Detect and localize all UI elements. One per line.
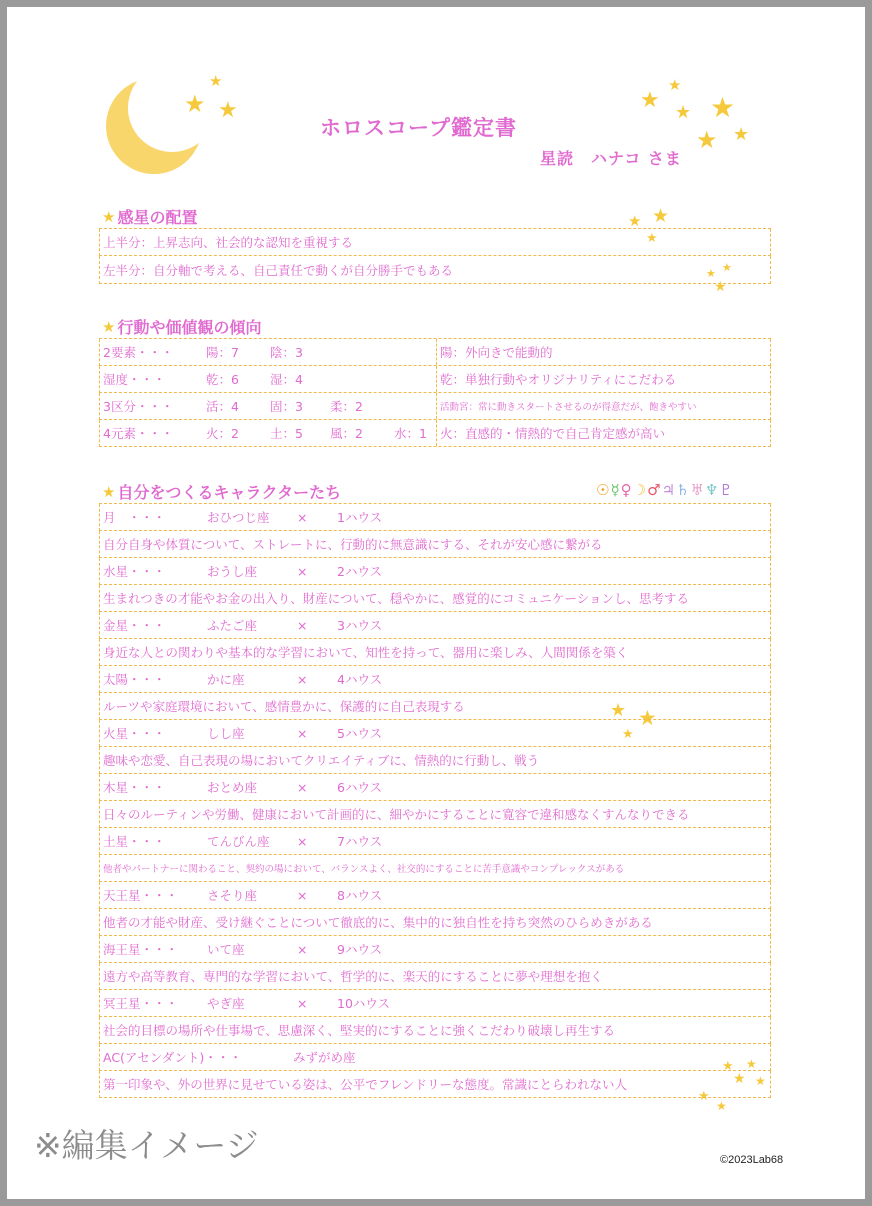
- description-text: 自分自身や体質について、ストレートに、行動的に無意識にする、それが安心感に繋がる: [103, 537, 603, 552]
- cross-mark: ×: [297, 510, 308, 525]
- planet-symbol-icon: ♅: [690, 481, 705, 499]
- row-text: 上半分：上昇志向、社会的な認知を重視する: [103, 235, 354, 250]
- house-name: 2ハウス: [337, 564, 383, 579]
- value: 活：4: [206, 399, 239, 414]
- value: 陰：3: [270, 345, 303, 360]
- star-icon: ★: [710, 91, 736, 124]
- star-icon: ★: [696, 126, 718, 154]
- character-line: [100, 886, 382, 904]
- star-icon: ★: [610, 700, 627, 721]
- planet-symbols: [596, 481, 734, 499]
- planet-name: 天王星・・・: [103, 888, 179, 903]
- star-icon: ★: [722, 1059, 734, 1074]
- client-name: 星読 ハナコ さま: [540, 149, 682, 168]
- character-row-description: [99, 801, 771, 828]
- star-icon: ★: [640, 88, 660, 113]
- planet-name: 木星・・・: [103, 780, 166, 795]
- character-row-description: [99, 909, 771, 936]
- character-row-description: [99, 531, 771, 558]
- character-line: [100, 1048, 356, 1066]
- star-icon: ★: [733, 1071, 746, 1087]
- planet-name: AC(アセンダント)・・・: [103, 1050, 242, 1065]
- planet-name: 金星・・・: [103, 618, 166, 633]
- value: 土：5: [270, 426, 303, 441]
- planet-name: 冥王星・・・: [103, 996, 179, 1011]
- character-row-header: [99, 558, 771, 585]
- description-text: 日々のルーティンや労働、健康において計画的に、細やかにすることに寛容で違和感なくすんなりできる: [103, 807, 690, 822]
- star-icon: ★: [102, 482, 116, 501]
- section-heading-characters: [102, 480, 341, 503]
- character-line: [100, 670, 382, 688]
- star-icon: ★: [668, 76, 682, 94]
- character-line: [100, 562, 382, 580]
- house-name: 8ハウス: [337, 888, 383, 903]
- planet-symbol-icon: ♂: [647, 481, 662, 499]
- sign-name: やぎ座: [207, 996, 245, 1011]
- planet-symbol-icon: ♃: [661, 481, 677, 499]
- planet-placement-box: [99, 228, 771, 284]
- row-text: 左半分：自分軸で考える、自己責任で動くが自分勝手でもある: [103, 262, 454, 278]
- character-row-description: [99, 585, 771, 612]
- character-row-header: [99, 1044, 771, 1074]
- description-text: 第一印象や、外の世界に見せている姿は、公平でフレンドリーな態度。常識にとらわれない人: [103, 1077, 627, 1092]
- character-table: [99, 503, 771, 1098]
- planet-name: 月 ・・・: [103, 510, 166, 525]
- value: 陽：7: [206, 345, 239, 360]
- description-text: 遠方や高等教育、専門的な学習において、哲学的に、楽天的にすることに夢や理想を抱く: [103, 969, 603, 984]
- description-text: 他者やパートナーに関わること、契約の場において、バランスよく、社交的にすることに苦手意識やコンプレックスがある: [103, 864, 625, 875]
- value: 柔：2: [330, 399, 363, 414]
- document-title: ホロスコープ鑑定書: [320, 115, 517, 140]
- star-icon: ★: [646, 231, 658, 246]
- star-icon: ★: [746, 1057, 757, 1071]
- character-row-description: [99, 855, 771, 882]
- section-heading-tendencies: [102, 315, 261, 338]
- star-icon: ★: [102, 317, 116, 336]
- copyright-text: ©2023Lab68: [720, 1154, 784, 1166]
- value: 固：3: [270, 399, 303, 414]
- planet-symbol-icon: ♄: [676, 481, 691, 499]
- planet-name: 水星・・・: [103, 564, 166, 579]
- description-text: 他者の才能や財産、受け継ぐことについて徹底的に、集中的に独自性を持ち突然のひらめきがある: [103, 915, 653, 930]
- star-icon: ★: [722, 261, 732, 274]
- table-cell: [100, 393, 437, 419]
- character-line: [100, 616, 382, 634]
- row-label: 湿度・・・: [103, 372, 166, 387]
- table-cell: 火：直感的・情熱的で自己肯定感が高い: [440, 426, 666, 441]
- planet-symbol-icon: ☿: [610, 481, 621, 499]
- house-name: 1ハウス: [337, 510, 383, 525]
- star-icon: ★: [733, 124, 750, 145]
- character-row-header: [99, 774, 771, 801]
- sign-name: おとめ座: [207, 780, 258, 795]
- description-text: 趣味や恋愛、自己表現の場においてクリエイティブに、情熱的に行動し、戦う: [103, 753, 540, 768]
- table-row: [99, 393, 771, 420]
- star-icon: ★: [652, 205, 670, 227]
- star-icon: ★: [698, 1089, 710, 1104]
- character-row-header: [99, 720, 771, 747]
- description-text: 生まれつきの才能やお金の出入り、財産について、穏やかに、感覚的にコミュニケーションし、思考する: [103, 591, 690, 606]
- sign-name: てんびん座: [207, 834, 270, 849]
- sign-name: かに座: [207, 672, 245, 687]
- star-icon: ★: [622, 727, 634, 742]
- planet-name: 太陽・・・: [103, 672, 166, 687]
- character-row-header: [99, 828, 771, 855]
- star-icon: ★: [638, 706, 657, 730]
- house-name: みずがめ座: [293, 1050, 356, 1065]
- cross-mark: ×: [297, 672, 308, 687]
- star-icon: ★: [209, 72, 223, 90]
- star-icon: ★: [714, 279, 727, 295]
- star-icon: ★: [706, 267, 716, 280]
- sign-name: いて座: [207, 942, 245, 957]
- star-icon: ★: [716, 1099, 727, 1113]
- star-icon: ★: [755, 1074, 766, 1088]
- row-label: 3区分・・・: [103, 399, 174, 414]
- description-text: ルーツや家庭環境において、感情豊かに、保護的に自己表現する: [103, 699, 465, 714]
- tendency-table: [99, 338, 771, 447]
- value: 乾：6: [206, 372, 239, 387]
- planet-name: 土星・・・: [103, 834, 166, 849]
- character-line: [100, 724, 382, 742]
- planet-name: 火星・・・: [103, 726, 166, 741]
- table-cell: 乾：単独行動やオリジナリティにこだわる: [440, 372, 677, 387]
- table-row: [99, 366, 771, 393]
- house-name: 6ハウス: [337, 780, 383, 795]
- table-row: [99, 420, 771, 447]
- character-line: [100, 940, 382, 958]
- description-text: 身近な人との関わりや基本的な学習において、知性を持って、器用に楽しみ、人間関係を築く: [103, 645, 629, 660]
- planet-symbol-icon: ☽: [632, 481, 648, 499]
- list-item: [99, 256, 771, 284]
- cross-mark: ×: [297, 996, 308, 1011]
- section-heading-text: 行動や価値観の傾向: [117, 318, 262, 337]
- list-item: [99, 229, 771, 256]
- house-name: 5ハウス: [337, 726, 383, 741]
- value: 湿：4: [270, 372, 303, 387]
- character-row-description: [99, 963, 771, 990]
- value: 火：2: [206, 426, 239, 441]
- planet-symbol-icon: ♆: [704, 481, 720, 499]
- table-cell: [100, 420, 437, 446]
- description-text: 社会的目標の場所や仕事場で、思慮深く、堅実的にすることに強くこだわり破壊し再生する: [103, 1023, 616, 1038]
- table-cell: [100, 366, 437, 392]
- section-heading-text: 自分をつくるキャラクターたち: [117, 483, 342, 502]
- cross-mark: ×: [297, 942, 308, 957]
- sign-name: しし座: [207, 726, 245, 741]
- sign-name: おひつじ座: [207, 510, 270, 525]
- section-heading-text: 感星の配置: [117, 208, 198, 227]
- star-icon: ★: [628, 212, 642, 230]
- character-row-description: [99, 639, 771, 666]
- watermark-text: ※編集イメージ: [34, 1126, 259, 1165]
- value: 風：2: [330, 426, 363, 441]
- planet-symbol-icon: ♀: [620, 481, 633, 499]
- house-name: 9ハウス: [337, 942, 383, 957]
- value: 水：1: [394, 426, 427, 441]
- character-row-description: [99, 1017, 771, 1044]
- sign-name: おうし座: [207, 564, 258, 579]
- character-row-description: [99, 747, 771, 774]
- character-row-header: [99, 504, 771, 531]
- star-icon: ★: [218, 98, 238, 123]
- character-row-header: [99, 612, 771, 639]
- cross-mark: ×: [297, 726, 308, 741]
- cross-mark: ×: [297, 834, 308, 849]
- row-label: 2要素・・・: [103, 345, 174, 360]
- house-name: 7ハウス: [337, 834, 383, 849]
- house-name: 10ハウス: [337, 996, 391, 1011]
- table-cell: 活動宮：常に動きスタートさせるのが得意だが、飽きやすい: [440, 402, 697, 413]
- character-line: [100, 994, 390, 1012]
- character-row-header: [99, 936, 771, 963]
- cross-mark: ×: [297, 780, 308, 795]
- planet-name: 海王星・・・: [103, 942, 179, 957]
- character-line: [100, 508, 382, 526]
- table-cell: 陽：外向きで能動的: [440, 345, 553, 360]
- character-row-header: [99, 882, 771, 909]
- planet-symbol-icon: ♇: [719, 481, 734, 499]
- character-line: [100, 832, 382, 850]
- cross-mark: ×: [297, 618, 308, 633]
- table-row: [99, 339, 771, 366]
- house-name: 3ハウス: [337, 618, 383, 633]
- row-label: 4元素・・・: [103, 426, 174, 441]
- star-icon: ★: [102, 207, 116, 226]
- table-cell: [100, 339, 437, 365]
- character-line: [100, 778, 382, 796]
- character-row-description: [99, 1071, 771, 1098]
- character-row-header: [99, 990, 771, 1017]
- star-icon: ★: [675, 102, 692, 123]
- cross-mark: ×: [297, 888, 308, 903]
- character-row-header: [99, 666, 771, 693]
- sign-name: さそり座: [207, 888, 258, 903]
- section-heading-planets: [102, 205, 197, 228]
- character-row-description: [99, 693, 771, 720]
- star-icon: ★: [184, 90, 206, 118]
- cross-mark: ×: [297, 564, 308, 579]
- house-name: 4ハウス: [337, 672, 383, 687]
- planet-symbol-icon: ☉: [596, 481, 611, 499]
- sign-name: ふたご座: [207, 618, 258, 633]
